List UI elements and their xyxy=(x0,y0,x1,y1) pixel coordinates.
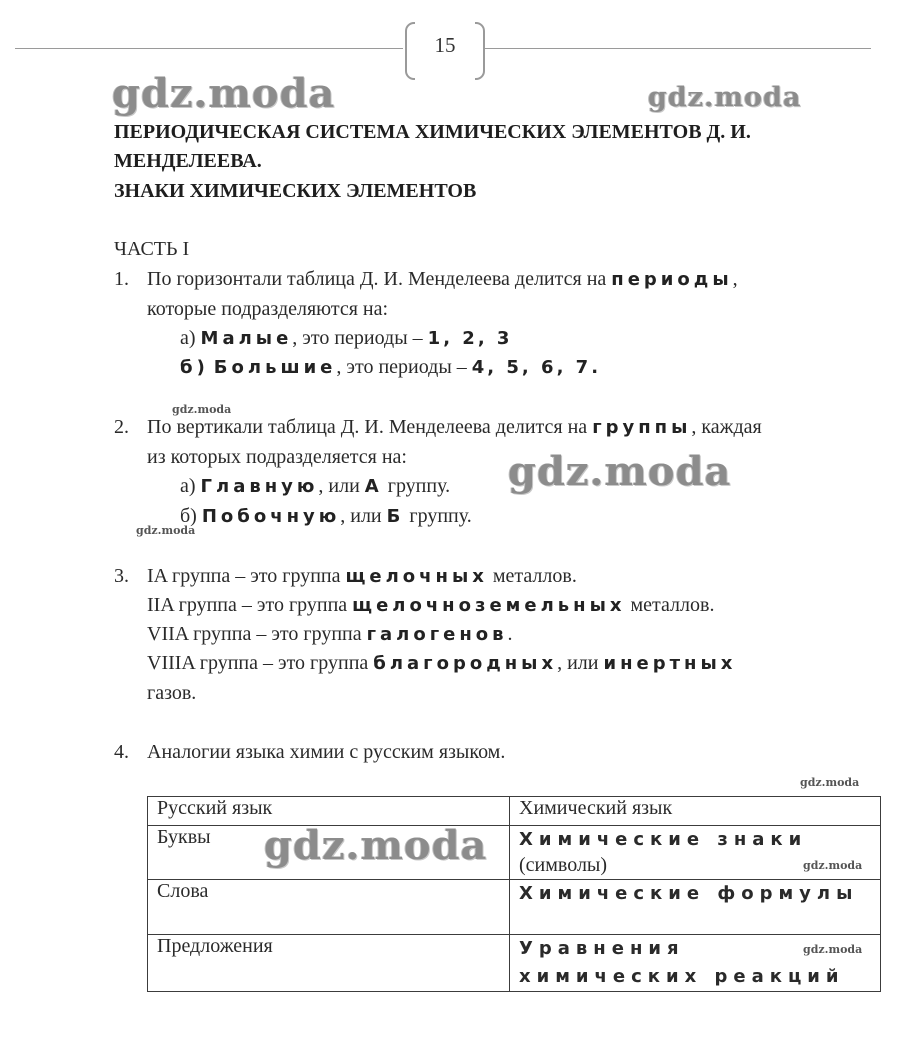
table-row xyxy=(148,797,881,826)
table-header-cell: Химический язык xyxy=(510,797,881,826)
answer-fill: А xyxy=(364,476,383,497)
table-cell: Буквы xyxy=(148,826,510,880)
watermark-small: gdz.moda xyxy=(803,859,863,872)
page-number-box xyxy=(405,22,485,80)
question-text: которые подразделяются на: xyxy=(147,298,389,320)
group-line: IA группа – это группа щелочных металлов. xyxy=(147,565,577,587)
watermark-small: gdz.moda xyxy=(800,776,860,789)
answer-fill: щелочноземельных xyxy=(352,595,626,616)
answer-fill: 4, 5, 6, 7. xyxy=(471,357,602,378)
question-number: 3. xyxy=(114,565,129,587)
question-2-line: По вертикали таблица Д. И. Менделеева делится на группы, каждая xyxy=(147,416,762,438)
page-title-line: МЕНДЕЛЕЕВА. xyxy=(114,150,262,172)
answer-fill: Побочную xyxy=(201,506,341,527)
question-text: Аналогии языка химии с русским языком. xyxy=(147,741,506,763)
answer-fill: 1, 2, 3 xyxy=(427,328,513,349)
header-rule-left xyxy=(15,48,403,49)
page-number: 15 xyxy=(434,33,456,57)
watermark-logo: gdz.moda xyxy=(112,70,336,117)
group-line: газов. xyxy=(147,682,197,704)
sub-item-a: а) Малые, это периоды – 1, 2, 3 xyxy=(180,327,513,349)
table-note: (символы) xyxy=(519,854,608,876)
answer-fill: периоды xyxy=(611,269,733,290)
table-cell: Предложения xyxy=(148,935,510,992)
answer-fill: Главную xyxy=(200,476,319,497)
group-line: VIIIA группа – это группа благородных, или инертных xyxy=(147,652,737,674)
table-row xyxy=(148,935,881,992)
table-row xyxy=(148,880,881,935)
group-line: VIIA группа – это группа галогенов. xyxy=(147,623,513,645)
question-text: По горизонтали таблица Д. И. Менделеева делится на xyxy=(147,268,607,290)
answer-fill: химических реакций xyxy=(519,966,845,987)
analogy-table xyxy=(147,796,881,992)
question-number: 2. xyxy=(114,416,129,438)
watermark-small: gdz.moda xyxy=(172,403,232,416)
table-header-cell: Русский язык xyxy=(148,797,510,826)
page-title-line: ЗНАКИ ХИМИЧЕСКИХ ЭЛЕМЕНТОВ xyxy=(114,180,477,202)
watermark-small: gdz.moda xyxy=(136,524,196,537)
answer-fill: группы xyxy=(592,417,692,438)
answer-fill: Уравнения xyxy=(519,938,685,959)
answer-fill: Химические знаки xyxy=(519,829,808,850)
sub-item-b: б) Большие, это периоды – 4, 5, 6, 7. xyxy=(180,356,602,378)
answer-fill: Большие xyxy=(213,357,337,378)
watermark-logo: gdz.moda xyxy=(648,82,802,113)
watermark-logo: gdz.moda xyxy=(508,448,732,495)
question-number: 4. xyxy=(114,741,129,763)
answer-fill: щелочных xyxy=(345,566,488,587)
table-cell: Слова xyxy=(148,880,510,935)
question-text: из которых подразделяется на: xyxy=(147,446,407,468)
sub-item-b: б) Побочную, или Б группу. xyxy=(180,505,472,527)
answer-fill: галогенов xyxy=(366,624,508,645)
question-1-line: По горизонтали таблица Д. И. Менделеева делится на периоды, xyxy=(147,268,738,290)
answer-label: б) xyxy=(180,357,209,378)
group-line: IIA группа – это группа щелочноземельных металлов. xyxy=(147,594,715,616)
page-title-line: ПЕРИОДИЧЕСКАЯ СИСТЕМА ХИМИЧЕСКИХ ЭЛЕМЕНТОВ Д. И. xyxy=(114,121,751,143)
question-number: 1. xyxy=(114,268,129,290)
answer-fill: Б xyxy=(386,506,405,527)
header-rule-right xyxy=(483,48,871,49)
answer-fill: Химические формулы xyxy=(519,883,859,904)
table-cell xyxy=(510,880,881,935)
watermark-small: gdz.moda xyxy=(803,943,863,956)
sub-item-a: а) Главную, или А группу. xyxy=(180,475,451,497)
answer-fill: Малые xyxy=(200,328,293,349)
part-heading: ЧАСТЬ I xyxy=(114,238,190,260)
table-row xyxy=(148,826,881,880)
answer-fill: инертных xyxy=(603,653,737,674)
answer-fill: благородных xyxy=(373,653,558,674)
watermark-logo: gdz.moda xyxy=(264,822,488,869)
